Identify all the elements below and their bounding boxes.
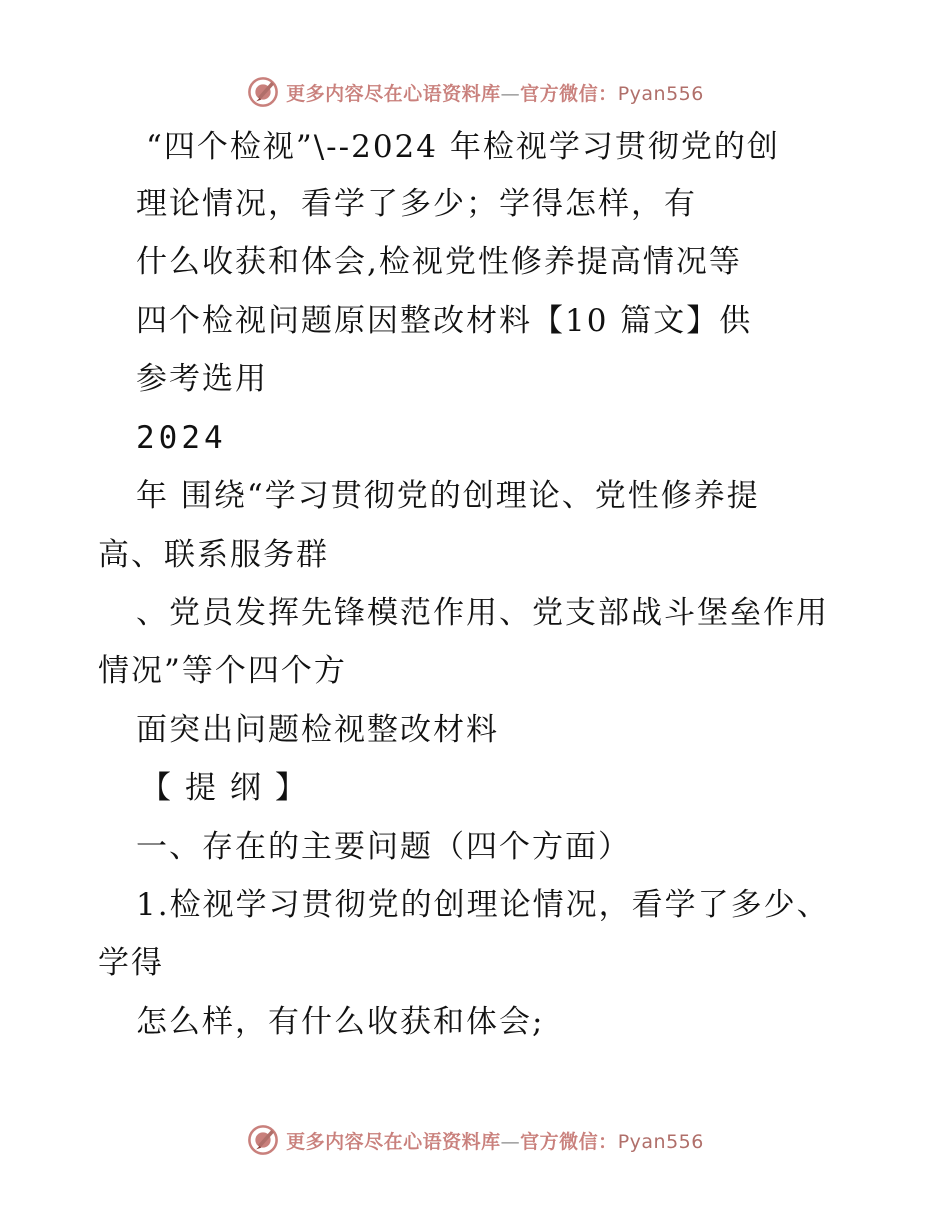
logo-seal-icon	[246, 75, 280, 109]
doc-line-5: 参考选用	[136, 361, 268, 397]
doc-line-11: 面突出问题检视整改材料	[136, 712, 499, 748]
watermark-main: 更多内容尽在心语资料库	[286, 1130, 501, 1153]
doc-line-10: 情况”等个四个方	[98, 653, 347, 689]
doc-line-9: 、党员发挥先锋模范作用、党支部战斗堡垒作用	[136, 595, 829, 631]
doc-line-6: 2024	[136, 420, 227, 456]
watermark-separator: —	[500, 1130, 521, 1153]
watermark-text	[286, 79, 704, 106]
logo-seal-icon	[246, 1123, 280, 1157]
doc-line-1: “四个检视”\--2024 年检视学习贯彻党的创	[146, 129, 780, 165]
doc-line-14: 1.检视学习贯彻党的创理论情况，看学了多少、	[136, 887, 830, 923]
watermark-wechat-id: Pyan556	[617, 82, 704, 105]
doc-line-2: 理论情况，看学了多少；学得怎样，有	[136, 186, 697, 222]
doc-line-4: 四个检视问题原因整改材料【10 篇文】供	[136, 303, 753, 339]
doc-line-3: 什么收获和体会,检视党性修养提高情况等	[136, 244, 742, 280]
doc-line-15: 学得	[98, 945, 164, 981]
watermark-separator: —	[500, 82, 521, 105]
doc-line-8: 高、联系服务群	[98, 537, 329, 573]
footer-watermark	[0, 1120, 950, 1160]
watermark-main: 更多内容尽在心语资料库	[286, 82, 501, 105]
watermark-wechat-label: 官方微信：	[520, 82, 618, 105]
watermark-text	[286, 1127, 704, 1154]
outline-heading: 【提纲】	[140, 770, 320, 806]
header-watermark	[0, 72, 950, 112]
doc-line-16: 怎么样，有什么收获和体会;	[136, 1004, 545, 1040]
doc-line-7: 年 围绕“学习贯彻党的创理论、党性修养提	[136, 478, 760, 514]
section-heading: 一、存在的主要问题（四个方面）	[136, 829, 631, 865]
watermark-wechat-id: Pyan556	[617, 1130, 704, 1153]
watermark-wechat-label: 官方微信：	[520, 1130, 618, 1153]
